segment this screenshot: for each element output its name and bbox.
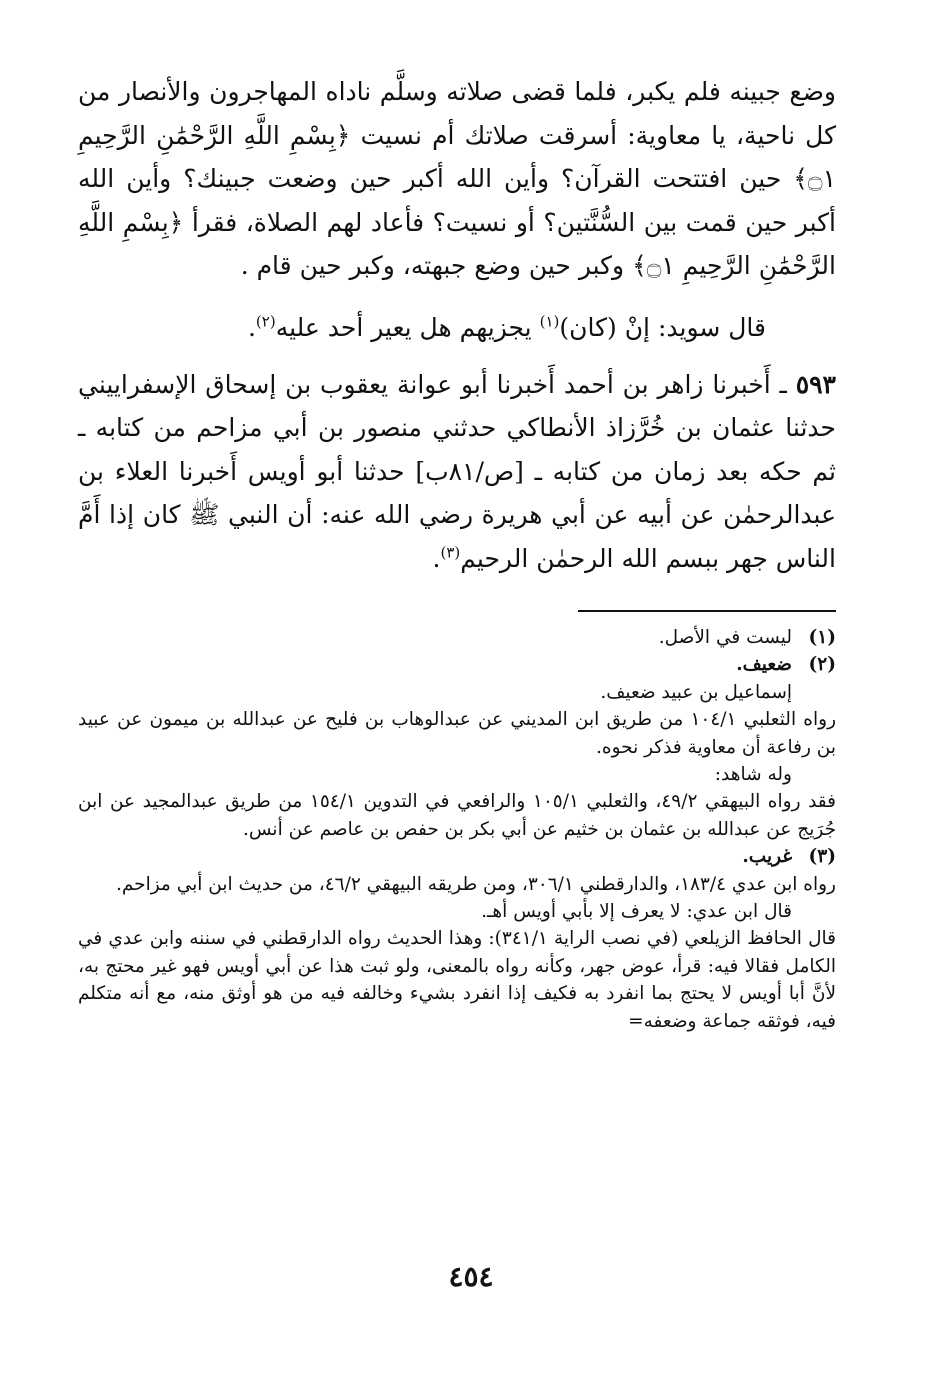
quote-text-a: قال سويد: إنْ (كان) bbox=[559, 312, 766, 342]
footnote-2-line-3: وله شاهد: bbox=[714, 764, 792, 786]
footnote-3-grade: غريب. bbox=[742, 846, 792, 868]
hadith-end: . bbox=[432, 543, 441, 573]
footnote-divider bbox=[578, 610, 836, 612]
footnote-2-grade: ضعيف. bbox=[736, 654, 792, 676]
footnote-1-number: (١) bbox=[808, 627, 836, 648]
footnote-ref-3[interactable]: (٣) bbox=[440, 543, 461, 562]
footnote-1-text: ليست في الأصل. bbox=[658, 627, 792, 648]
footnote-3-number: (٣) bbox=[808, 846, 836, 868]
footnotes bbox=[78, 624, 836, 1035]
footnote-2-line-4: فقد رواه البيهقي ٤٩/٢، والثعلبي ١٠٥/١ والرافعي في التدوين ١٥٤/١ من طريق عبدالمجيد عن ابن جُرَيج عن عبدالله بن عثمان بن خثيم عن أبي بكر بن حفص بن عاصم عن أنس. bbox=[78, 791, 836, 840]
footnote-ref-2[interactable]: (٢) bbox=[255, 312, 276, 331]
footnote-3-line-1: رواه ابن عدي ١٨٣/٤، والدارقطني ٣٠٦/١، ومن طريقه البيهقي ٤٦/٢، من حديث ابن أبي مزاحم. bbox=[115, 873, 836, 895]
page-number: ٤٥٤ bbox=[448, 1260, 494, 1293]
quote-text-b: يجزيهم هل يعير أحد عليه bbox=[275, 312, 540, 342]
footnote-2-number: (٢) bbox=[808, 654, 836, 676]
footnote-2 bbox=[78, 651, 836, 678]
hadith-text: ـ أَخبرنا زاهر بن أحمد أَخبرنا أبو عوانة يعقوب بن إسحاق الإسفراييني حدثنا عثمان بن خُرَّزاذ الأنطاكي حدثني منصور بن أبي مزاحم من كتابه ـ ثم حكه بعد زمان من كتابه ـ [ص/٨١ب] حدثنا أبو أويس أَخبرنا العلاء بن عبدالرحمٰن عن أبيه عن أبي هريرة رضي الله عنه: أن النبي ﷺ كان إذا أَمَّ الناس جهر ببسم الله الرحمٰن الرحيم bbox=[78, 369, 837, 573]
quote-end: . bbox=[247, 312, 256, 342]
footnote-1 bbox=[78, 624, 836, 651]
footnote-ref-1[interactable]: (١) bbox=[539, 312, 560, 331]
hadith-number: ٥٩٣ bbox=[795, 369, 836, 399]
page-content bbox=[78, 70, 836, 1035]
suwaid-quote bbox=[78, 306, 836, 349]
hadith-593 bbox=[78, 363, 836, 581]
footnote-2-line-1: إسماعيل بن عبيد ضعيف. bbox=[600, 681, 792, 703]
footnote-3-line-2: قال ابن عدي: لا يعرف إلا بأبي أويس أهـ. bbox=[481, 901, 792, 923]
main-paragraph: وضع جبينه فلم يكبر، فلما قضى صلاته وسلَّم ناداه المهاجرون والأنصار من كل ناحية، يا معاوية: أسرقت صلاتك أم نسيت ﴿بِسْمِ اللَّهِ الرَّحْمَٰنِ الرَّحِيمِ ۝١﴾ حين افتتحت القرآن؟ وأين الله أكبر حين وضعت جبينك؟ وأين الله أكبر حين قمت بين السُّنَّتين؟ أو نسيت؟ فأعاد لهم الصلاة، فقرأ ﴿بِسْمِ اللَّهِ الرَّحْمَٰنِ الرَّحِيمِ ۝١﴾ وكبر حين وضع جبهته، وكبر حين قام . bbox=[78, 77, 836, 280]
footnote-3 bbox=[78, 843, 836, 870]
footnote-2-line-2: رواه الثعلبي ١٠٤/١ من طريق ابن المديني عن عبدالوهاب بن فليح عن عبدالله بن ميمون عن عبيد بن رفاعة أن معاوية فذكر نحوه. bbox=[78, 709, 837, 758]
footnote-3-line-3: قال الحافظ الزيلعي (في نصب الراية ٣٤١/١): وهذا الحديث رواه الدارقطني في سننه وابن عدي في الكامل فقالا فيه: قرأ، عوض جهر، وكأنه رواه بالمعنى، ولو ثبت هذا عن أبي أويس فهو غير محتج به، لأنَّ أبا أويس لا يحتج بما انفرد به فكيف إذا انفرد بشيء وخالفه فيه من هو أوثق منه، مع أنه متكلم فيه، فوثقه جماعة وضعفه= bbox=[78, 928, 836, 1032]
